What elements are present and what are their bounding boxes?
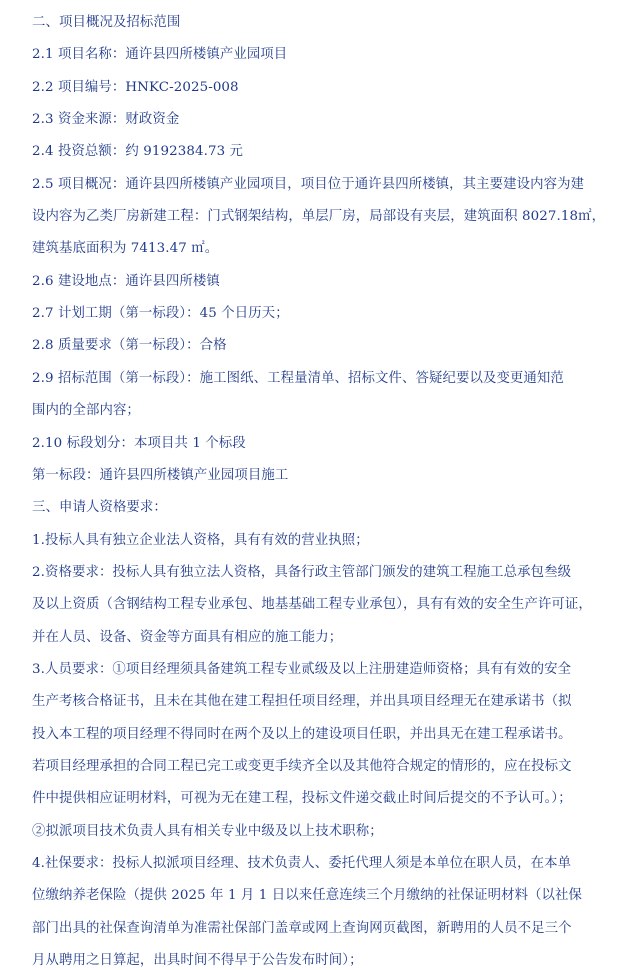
quality-requirement-line: 2.8 质量要求（第一标段）：合格 <box>32 338 227 354</box>
section-heading-overview: 二、项目概况及招标范围 <box>32 15 181 30</box>
social-security-line-3: 部门出具的社保查询清单为准需社保部门盖章或网上查询网页截图，新聘用的人员不足三个 <box>32 920 572 936</box>
lot-division-line: 2.10 标段划分：本项目共 1 个标段 <box>32 435 246 451</box>
personnel-item-line-1: 3.人员要求：①项目经理须具备建筑工程专业贰级及以上注册建造师资格；具有有效的安全 <box>32 661 572 677</box>
qualification-item-2-line-3: 并在人员、设备、资金等方面具有相应的施工能力； <box>32 629 343 645</box>
project-overview-line-1: 2.5 项目概况：通许县四所楼镇产业园项目，项目位于通许县四所楼镇，其主要建设内容为建 <box>32 176 585 192</box>
project-name-line: 2.1 项目名称：通许县四所楼镇产业园项目 <box>32 47 288 63</box>
social-security-line-4: 月从聘用之日算起，出具时间不得早于公告发布时间）； <box>32 953 363 968</box>
qualification-item-1: 1.投标人具有独立企业法人资格，具有有效的营业执照； <box>32 532 369 548</box>
qualification-item-2-line-2: 及以上资质（含钢结构工程专业承包、地基基础工程专业承包），具有有效的安全生产许可证， <box>32 597 592 613</box>
personnel-item-line-3: 投入本工程的项目经理不得同时在两个及以上的建设项目任职，并出具无在建工程承诺书。 <box>32 726 572 742</box>
social-security-line-1: 4.社保要求：投标人拟派项目经理、技术负责人、委托代理人须是本单位在职人员，在本单 <box>32 856 572 871</box>
lot-one-line: 第一标段：通许县四所楼镇产业园项目施工 <box>32 467 289 483</box>
section-heading-qualification: 三、申请人资格要求： <box>32 500 167 516</box>
personnel-item-line-5: 件中提供相应证明材料，可视为无在建工程，投标文件递交截止时间后提交的不予认可。）； <box>32 791 572 807</box>
funding-source-line: 2.3 资金来源：财政资金 <box>32 112 180 127</box>
project-overview-line-2: 设内容为乙类厂房新建工程：门式钢架结构，单层厂房，局部设有夹层，建筑面积 8027.18㎡， <box>32 209 606 225</box>
planned-duration-line: 2.7 计划工期（第一标段）：45 个日历天； <box>32 306 289 322</box>
project-number-line: 2.2 项目编号：HNKC-2025-008 <box>32 79 239 95</box>
technical-lead-line: ②拟派项目技术负责人具有相关专业中级及以上技术职称； <box>32 823 383 839</box>
bidding-scope-line-2: 围内的全部内容； <box>32 403 140 419</box>
project-overview-line-3: 建筑基底面积为 7413.47 ㎡。 <box>32 241 219 257</box>
bidding-scope-line-1: 2.9 招标范围（第一标段）：施工图纸、工程量清单、招标文件、答疑纪要以及变更通知范 <box>32 370 564 386</box>
construction-location-line: 2.6 建设地点：通许县四所楼镇 <box>32 273 220 289</box>
personnel-item-line-4: 若项目经理承担的合同工程已完工或变更手续齐全以及其他符合规定的情形的，应在投标文 <box>32 758 572 774</box>
social-security-line-2: 位缴纳养老保险（提供 2025 年 1 月 1 日以来任意连续三个月缴纳的社保证明材料（以社保 <box>32 888 583 904</box>
qualification-item-2-line-1: 2.资格要求：投标人具有独立法人资格，具备行政主管部门颁发的建筑工程施工总承包叁级 <box>32 564 572 580</box>
total-investment-line: 2.4 投资总额：约 9192384.73 元 <box>32 144 244 160</box>
personnel-item-line-2: 生产考核合格证书，且未在其他在建工程担任项目经理，并出具项目经理无在建承诺书（拟 <box>32 694 572 710</box>
